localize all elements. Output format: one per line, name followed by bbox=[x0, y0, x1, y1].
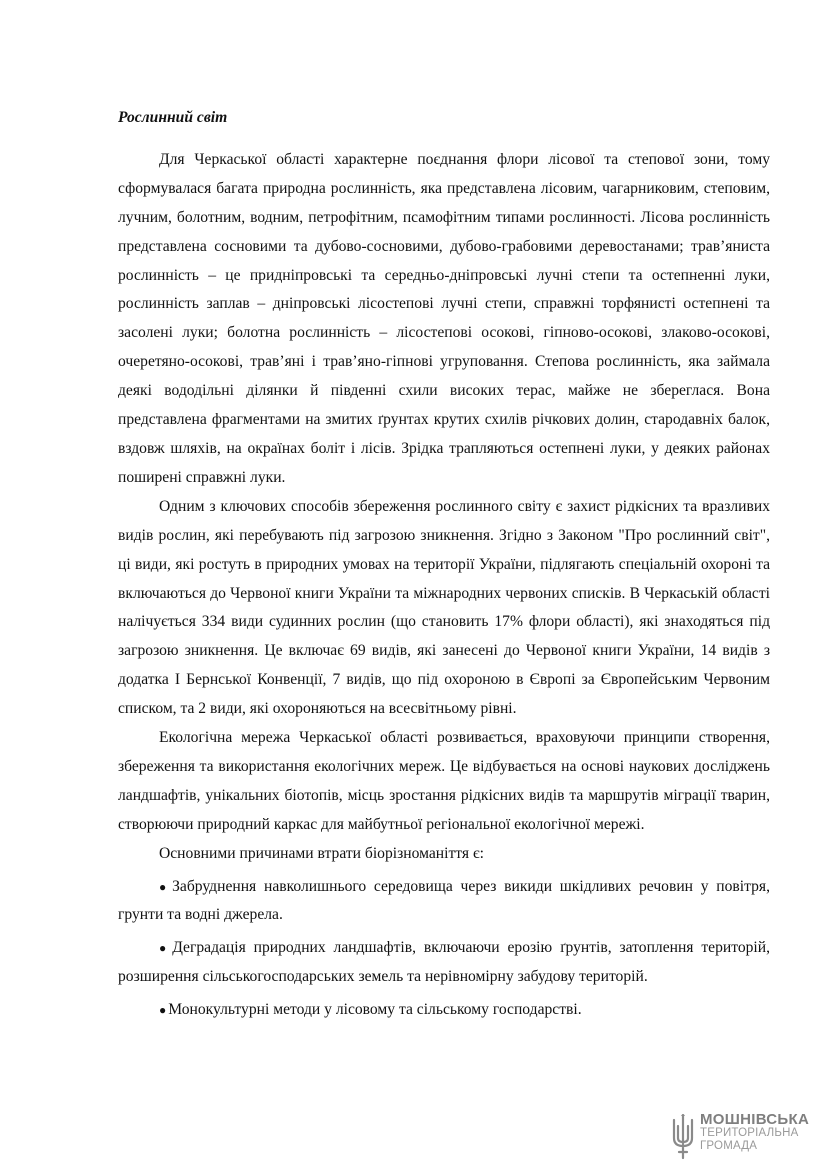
section-heading: Рослинний світ bbox=[118, 109, 228, 126]
logo-subtitle-line2: ГРОМАДА bbox=[700, 1139, 758, 1152]
bullet-text: Деградація природних ландшафтів, включаючи ерозію ґрунтів, затоплення територій, розширення сільськогосподарських земель та нерівномірну забудову територій. bbox=[118, 939, 770, 986]
bullet-item-pollution bbox=[118, 873, 770, 931]
bullet-item-monoculture bbox=[118, 996, 770, 1025]
paragraph-causes-intro: Основними причинами втрати біорізноманіття є: bbox=[159, 844, 484, 862]
bullet-item-degradation bbox=[118, 934, 770, 992]
bullet-text: Монокультурні методи у лісовому та сільському господарстві. bbox=[168, 1001, 582, 1019]
logo-title: МОШНІВСЬКА bbox=[700, 1111, 810, 1128]
paragraph-eco-network: Екологічна мережа Черкаської області розвивається, враховуючи принципи створення, збереження та використання екологічних мереж. Це відбувається на основі наукових досліджень ландшафтів, унікальних біотопів, місць зростання рідкісних видів та маршрутів міграції тварин, створюючи природний каркас для майбутньої регіональної екологічної мережі. bbox=[118, 729, 770, 833]
logo-text bbox=[700, 1112, 809, 1152]
paragraph-rare-species: Одним з ключових способів збереження рослинного світу є захист рідкісних та вразливих видів рослин, які перебувають під загрозою зникнення. Згідно з Законом "Про рослинний світ", ці види, які ростуть в природних умовах на території України, підлягають спеціальній охороні та включаються до Червоної книги України та міжнародних червоних списків. В Черкаській області налічується 334 види судинних рослин (що становить 17% флори області), які знаходяться під загрозою зникнення. Це включає 69 видів, які занесені до Червоної книги України, 14 видів з додатка I Бернської Конвенції, 7 видів, що під охороною в Європі за Європейським Червоним списком, та 2 види, які охороняються на всесвітньому рівні. bbox=[118, 497, 770, 718]
bullet-dot: ● bbox=[159, 1003, 167, 1018]
document-content bbox=[118, 104, 770, 1029]
community-logo bbox=[670, 1112, 810, 1164]
logo-subtitle-line1: ТЕРИТОРІАЛЬНА bbox=[700, 1127, 799, 1139]
paragraph-flora-overview: Для Черкаської області характерне поєднання флори лісової та степової зони, тому сформувалася багата природна рослинність, яка представлена лісовим, чагарниковим, степовим, лучним, болотним, водним, петрофітним, псамофітним типами рослинності. Лісова рослинність представлена сосновими та дубово-сосновими, дубово-грабовими деревостанами; трав’яниста рослинність – це придніпровські та середньо-дніпровські лучні степи та остепненні луки, рослинність заплав – дніпровські лісостепові лучні степи, справжні торфянисті остепнені та засолені луки; болотна рослинність – лісостепові осокові, гіпново-осокові, злаково-осокові, очеретяно-осокові, трав’яні і трав’яно-гіпнові угруповання. Степова рослинність, яка займала деякі вододільні ділянки й південні схили високих терас, майже не збереглася. Вона представлена фрагментами на змитих ґрунтах крутих схилів річкових долин, стародавніх балок, вздовж шляхів, на окраїнах боліт і лісів. Зрідка трапляються остепнені луки, у деяких районах поширені справжні луки. bbox=[118, 150, 770, 486]
bullet-dot: ● bbox=[159, 879, 171, 894]
trident-icon bbox=[670, 1114, 696, 1160]
bullet-text: Забруднення навколишнього середовища через викиди шкідливих речовин у повітря, грунти та водні джерела. bbox=[118, 877, 770, 924]
bullet-dot: ● bbox=[159, 941, 171, 956]
